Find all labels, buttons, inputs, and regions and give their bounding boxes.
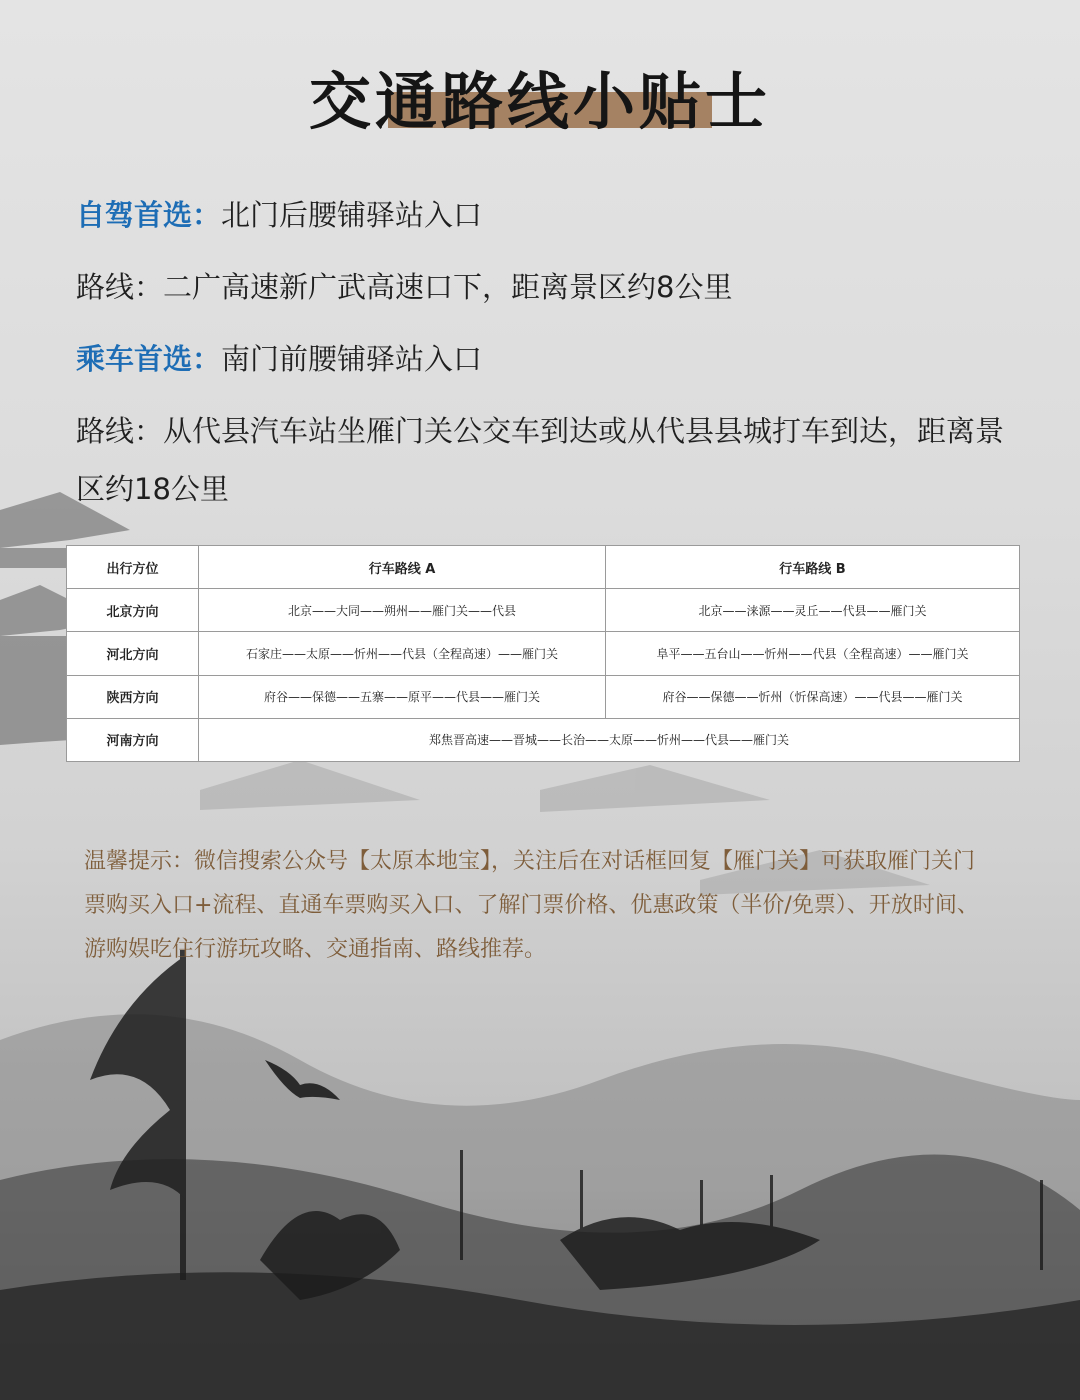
row-route-b: 北京——涞源——灵丘——代县——雁门关 xyxy=(606,589,1020,632)
row-route-b: 阜平——五台山——忻州——代县（全程高速）——雁门关 xyxy=(606,632,1020,675)
header-route-a: 行车路线 A xyxy=(199,546,606,589)
self-drive-route: 路线：二广高速新广武高速口下，距离景区约8公里 xyxy=(76,270,733,304)
header-route-b: 行车路线 B xyxy=(606,546,1020,589)
row-route-b: 府谷——保德——忻州（忻保高速）——代县——雁门关 xyxy=(606,675,1020,718)
table-row xyxy=(67,632,1020,675)
row-direction: 河北方向 xyxy=(67,632,199,675)
bus-label: 乘车首选： xyxy=(76,342,222,376)
row-route-a: 北京——大同——朔州——雁门关——代县 xyxy=(199,589,606,632)
bus-line xyxy=(76,330,1016,388)
table-row xyxy=(67,718,1020,761)
row-direction: 北京方向 xyxy=(67,589,199,632)
page-title: 交通路线小贴士 xyxy=(308,65,771,138)
bus-route: 路线：从代县汽车站坐雁门关公交车到达或从代县县城打车到达，距离景区约18公里 xyxy=(76,414,1005,506)
route-table xyxy=(66,545,1020,762)
self-drive-line xyxy=(76,186,1016,244)
title-wrap xyxy=(0,52,1080,141)
table-row xyxy=(67,589,1020,632)
warm-tip: 温馨提示：微信搜索公众号【太原本地宝】，关注后在对话框回复【雁门关】可获取雁门关门票购买入口+流程、直通车票购买入口、了解门票价格、优惠政策（半价/免票）、开放时间、游购娱吃住行游玩攻略、交通指南、路线推荐。 xyxy=(84,849,979,962)
table-header-row xyxy=(67,546,1020,589)
row-route-a: 石家庄——太原——忻州——代县（全程高速）——雁门关 xyxy=(199,632,606,675)
row-direction: 陕西方向 xyxy=(67,675,199,718)
table-row xyxy=(67,675,1020,718)
header-direction: 出行方位 xyxy=(67,546,199,589)
self-drive-entrance: 北门后腰铺驿站入口 xyxy=(221,198,483,232)
row-route-a: 府谷——保德——五寨——原平——代县——雁门关 xyxy=(199,675,606,718)
row-route-merged: 郑焦晋高速——晋城——长治——太原——忻州——代县——雁门关 xyxy=(199,718,1020,761)
bus-entrance: 南门前腰铺驿站入口 xyxy=(221,342,483,376)
self-drive-label: 自驾首选： xyxy=(76,198,222,232)
row-direction: 河南方向 xyxy=(67,718,199,761)
